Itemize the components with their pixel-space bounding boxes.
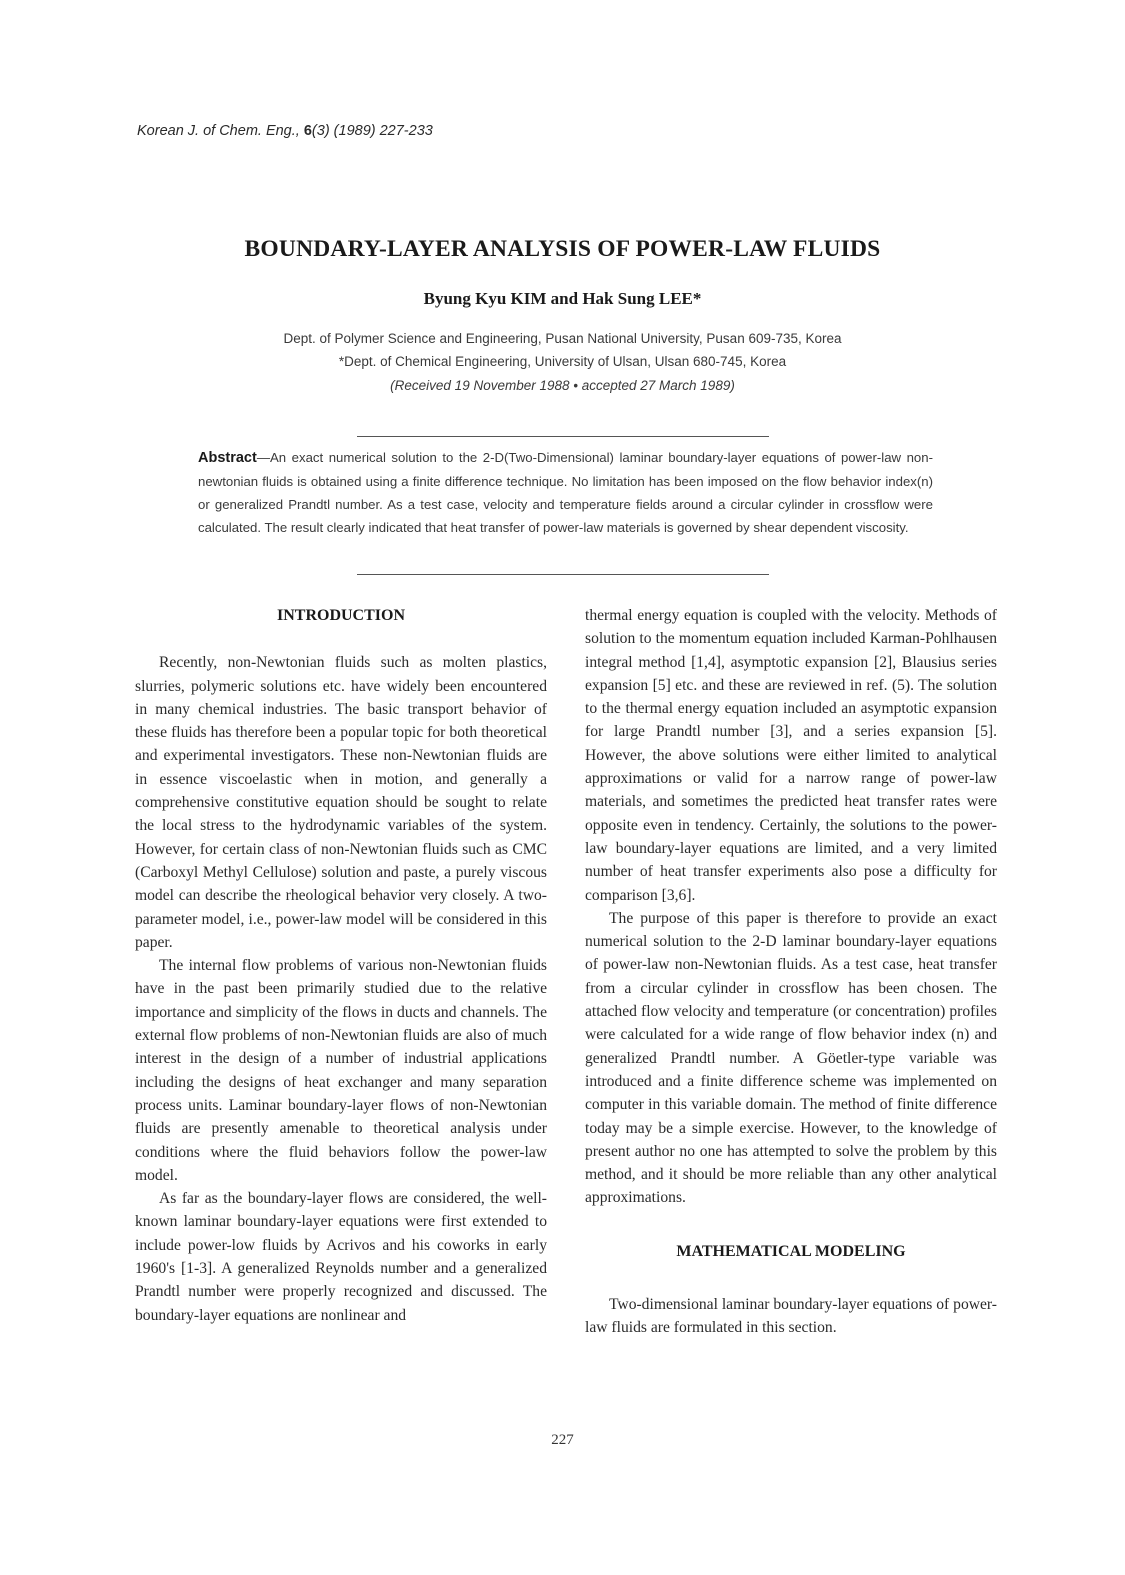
abstract-bottom-rule <box>357 574 769 575</box>
intro-paragraph-1: Recently, non-Newtonian fluids such as molten plastics, slurries, polymeric solutions etc. have widely been encountered in many chemical industries. The basic transport behavior of these fluids has therefore been a popular topic for both theoretical and experimental investigators. These non-Newtonian fluids are in essence viscoelastic when in motion, and generally a comprehensive constitutive equation should be sought to relate the local stress to the hydrodynamic variables of the system. However, for certain class of non-Newtonian fluids such as CMC (Carboxyl Methyl Cellulose) solution and paste, a purely viscous model can describe the rheological behavior very closely. A two-parameter model, i.e., power-law model will be considered in this paper. <box>135 654 547 951</box>
abstract-label: Abstract <box>198 450 257 466</box>
modeling-paragraph: Two-dimensional laminar boundary-layer equations of power-law fluids are formulated in this section. <box>585 1296 997 1337</box>
abstract-text: —An exact numerical solution to the 2-D(Two-Dimensional) laminar boundary-layer equations of power-law non-newtonian fluids is obtained using a finite difference technique. No limitation has been imposed on the flow behavior index(n) or generalized Prandtl number. As a test case, velocity and temperature fields around a circular cylinder in crossflow were calculated. The result clearly indicated that heat transfer of power-law materials is governed by shear dependent viscosity. <box>198 450 933 535</box>
introduction-heading: INTRODUCTION <box>276 607 405 624</box>
intro-paragraph-2: The internal flow problems of various non-Newtonian fluids have in the past been primarily studied due to the relative importance and simplicity of the flows in ducts and channels. The external flow problems of non-Newtonian fluids are also of much interest in the design of a number of industrial applications including the designs of heat exchanger and many separation process units. Laminar boundary-layer flows of non-Newtonian fluids are presently amenable to theoretical analysis under conditions where the fluid behaviors follow the power-law model. <box>135 957 547 1184</box>
affiliation-1: Dept. of Polymer Science and Engineering, Pusan National University, Pusan 609-735, Korea <box>283 331 842 346</box>
received-dates: (Received 19 November 1988 • accepted 27 March 1989) <box>390 378 735 393</box>
paper-authors: Byung Kyu KIM and Hak Sung LEE* <box>423 289 702 308</box>
affiliation-2: *Dept. of Chemical Engineering, University of Ulsan, Ulsan 680-745, Korea <box>338 354 787 369</box>
intro-continuation: thermal energy equation is coupled with the velocity. Methods of solution to the momentum equation included Karman-Pohlhausen integral method [1,4], asymptotic expansion [2], Blausius series expansion [5] etc. and these are reviewed in ref. (5). The solution to the thermal energy equation included an asymptotic expansion for large Prandtl number [3], and a series expansion [5]. However, the above solutions were either limited to analytical approximations or valid for a narrow range of power-law materials, and sometimes the predicted heat transfer rates were opposite even in tendency. Certainly, the solutions to the power-law boundary-layer equations are limited, and a very limited number of heat transfer experiments also pose a difficulty for comparison [3,6]. <box>585 607 997 904</box>
intro-paragraph-3: As far as the boundary-layer flows are considered, the well-known laminar boundary-layer equations were first extended to include power-low fluids by Acrivos and his coworks in early 1960's [1-3]. A generalized Reynolds number and a generalized Prandtl number were properly recognized and discussed. The boundary-layer equations are nonlinear and <box>135 1190 547 1324</box>
modeling-heading: MATHEMATICAL MODELING <box>676 1242 906 1260</box>
abstract-top-rule <box>357 436 769 437</box>
paper-title: BOUNDARY-LAYER ANALYSIS OF POWER-LAW FLUIDS <box>244 236 881 262</box>
journal-issue: (3) (1989) 227-233 <box>311 123 433 139</box>
journal-volume: 6 <box>303 123 312 139</box>
intro-purpose-paragraph: The purpose of this paper is therefore to provide an exact numerical solution to the 2-D laminar boundary-layer equations of power-law non-Newtonian fluids. As a test case, heat transfer from a circular cylinder in crossflow has been chosen. The attached flow velocity and temperature (or concentration) profiles were calculated for a wide range of flow behavior index (n) and generalized Prandtl number. A Göetler-type variable was introduced and a finite difference scheme was implemented on computer in this variable domain. The method of finite difference today may be a simple exercise. However, to the knowledge of present author no one has attempted to solve the problem by this method, and it should be more reliable than any other analytical approximations. <box>585 909 997 1207</box>
journal-name: Korean J. of Chem. Eng., <box>137 123 300 139</box>
journal-reference <box>137 123 433 139</box>
right-column <box>585 604 997 1340</box>
page-number: 227 <box>551 1432 574 1448</box>
left-column <box>135 604 547 1327</box>
abstract <box>198 446 933 539</box>
